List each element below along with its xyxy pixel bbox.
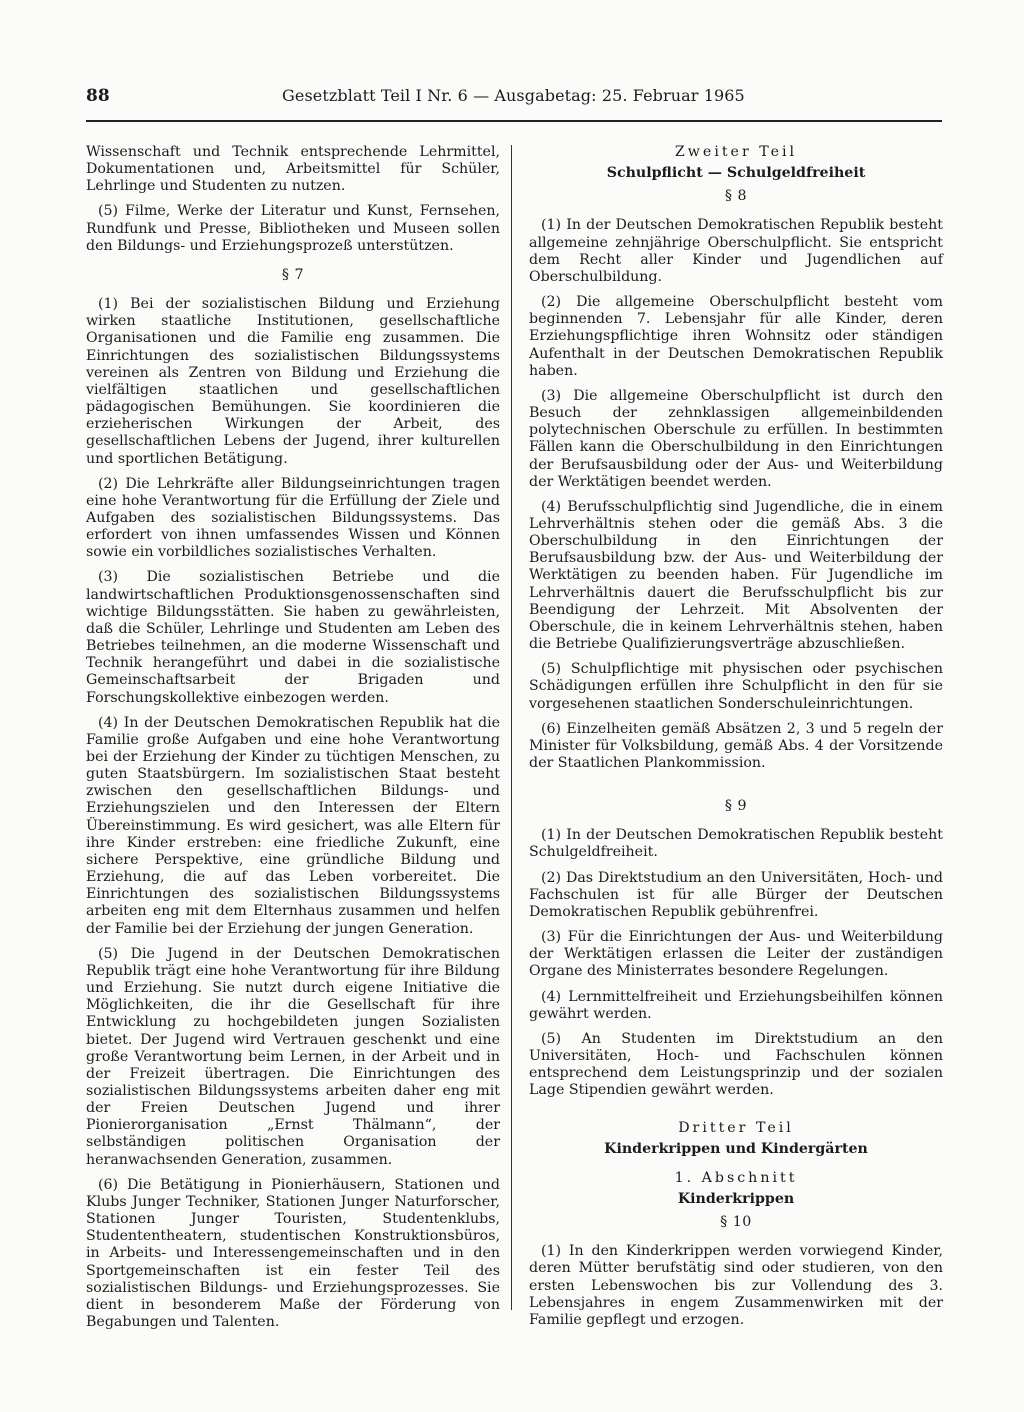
paragraph: (5) An Studenten im Direktstudium an den Universitäten, Hoch- und Fachschulen können entsprechend dem Leistungsprinzip und der sozialen Lage Stipendien gewährt werden.	[529, 1030, 943, 1099]
paragraph: (2) Das Direktstudium an den Universitäten, Hoch- und Fachschulen ist für alle Bürger der Deutschen Demokratischen Republik gebührenfrei.	[529, 869, 943, 920]
paragraph: (2) Die Lehrkräfte aller Bildungseinrichtungen tragen eine hohe Verantwortung für die Erfüllung der Ziele und Aufgaben des sozialistischen Bildungssystems. Das erfordert von ihnen umfassendes Wissen und Können sowie ein vorbildliches sozialistisches Verhalten.	[86, 475, 500, 561]
paragraph: (4) In der Deutschen Demokratischen Republik hat die Familie große Aufgaben und eine hohe Verantwortung bei der Erziehung der Kinder zu tüchtigen Menschen, zu guten Staatsbürgern. Im sozialistischen Staat besteht zwischen den gesellschaftlichen Bildungs- und Erziehungszielen und den Interessen der Eltern Übereinstimmung. Es wird gesichert, was alle Eltern für ihre Kinder erstreben: eine friedliche Zukunft, eine sichere Perspektive, eine gründliche Bildung und Erziehung, die auf das Leben vorbereitet. Die Einrichtungen des sozialistischen Bildungssystems arbeiten eng mit dem Elternhaus zusammen und helfen der Familie bei der Erziehung der jungen Generation.	[86, 714, 500, 937]
paragraph: Wissenschaft und Technik entsprechende Lehrmittel, Dokumentationen und, Arbeitsmittel für Schüler, Lehrlinge und Studenten zu nutzen.	[86, 144, 500, 195]
paragraph: (3) Die allgemeine Oberschulpflicht ist durch den Besuch der zehnklassigen allgemeinbildenden polytechnischen Oberschule zu erfüllen. In bestimmten Fällen kann die Oberschulbildung in den Einrichtungen der Berufsausbildung oder der Aus- und Weiterbildung der Werktätigen beendet werden.	[529, 387, 943, 490]
running-title: Gesetzblatt Teil I Nr. 6 — Ausgabetag: 25. Februar 1965	[282, 86, 745, 105]
left-column	[86, 144, 500, 1339]
paragraph: (5) Filme, Werke der Literatur und Kunst, Fernsehen, Rundfunk und Presse, Bibliotheken und Museen sollen den Bildungs- und Erziehungsprozeß unterstützen.	[86, 203, 500, 254]
column-divider	[511, 145, 512, 1310]
subsection-title: Kinderkrippen	[677, 1190, 795, 1207]
right-column	[529, 144, 943, 1337]
part-title: Schulpflicht — Schulgeldfreiheit	[606, 165, 866, 182]
paragraph: (1) Bei der sozialistischen Bildung und Erziehung wirken staatliche Institutionen, gesellschaftliche Organisationen und die Familie eng zusammen. Die Einrichtungen des sozialistischen Bildungssystems vereinen als Zentren von Bildung und Erziehung die vielfältigen staatlichen und gesellschaftlichen pädagogischen Bemühungen. Sie koordinieren die erzieherischen Wirkungen der Arbeit, des gesellschaftlichen Lebens der Jugend, ihrer kulturellen und sportlichen Betätigung.	[86, 296, 500, 467]
part-label: Dritter Teil	[678, 1119, 794, 1136]
paragraph: (2) Die allgemeine Oberschulpflicht besteht vom beginnenden 7. Lebensjahr für alle Kinder, deren Erziehungspflichtige ihren Wohnsitz oder ständigen Aufenthalt in der Deutschen Demokratischen Republik haben.	[529, 294, 943, 379]
paragraph: (5) Die Jugend in der Deutschen Demokratischen Republik trägt eine hohe Verantwortung für ihre Bildung und Erziehung. Sie nutzt durch eigene Initiative die Möglichkeiten, die ihr die Gesellschaft für ihre Entwicklung zu hochgebildeten jungen Sozialisten bietet. Der Jugend wird Vertrauen geschenkt und eine große Verantwortung beim Lernen, in der Arbeit und in der Freizeit übertragen. Die Einrichtungen des sozialistischen Bildungssystems arbeiten daher eng mit der Freien Deutschen Jugend und ihrer Pionierorganisation „Ernst Thälmann“, der selbständigen politischen Organisation der heranwachsenden Generation, zusammen.	[86, 945, 500, 1168]
section-heading-10: § 10	[720, 1214, 752, 1231]
paragraph: (1) In der Deutschen Demokratischen Republik besteht allgemeine zehnjährige Oberschulpflicht. Sie entspricht dem Recht aller Kinder und Jugendlichen auf Oberschulbildung.	[529, 217, 943, 285]
page-header	[86, 86, 941, 106]
paragraph: (3) Die sozialistischen Betriebe und die landwirtschaftlichen Produktionsgenossenschaften sind wichtige Bildungsstätten. Sie haben zu gewährleisten, daß die Schüler, Lehrlinge und Studenten am Leben des Betriebes teilnehmen, an die moderne Wissenschaft und Technik herangeführt und dabei in die sozialistische Gemeinschaftsarbeit der Brigaden und Forschungskollektive einbezogen werden.	[86, 569, 500, 706]
paragraph: (6) Einzelheiten gemäß Absätzen 2, 3 und 5 regeln der Minister für Volksbildung, gemäß Abs. 4 der Vorsitzende der Staatlichen Plankommission.	[529, 720, 943, 771]
part-label: Zweiter Teil	[674, 144, 798, 160]
part-title: Kinderkrippen und Kindergärten	[604, 1140, 868, 1157]
paragraph: (1) In den Kinderkrippen werden vorwiegend Kinder, deren Mütter berufstätig sind oder studieren, von den ersten Lebenswochen bis zur Vollendung des 3. Lebensjahres in engem Zusammenwirken mit der Familie gepflegt und erzogen.	[529, 1243, 943, 1328]
subsection-label: 1. Abschnitt	[674, 1169, 798, 1186]
header-rule	[86, 120, 942, 122]
paragraph: (4) Lernmittelfreiheit und Erziehungsbeihilfen können gewährt werden.	[529, 988, 943, 1022]
page-number: 88	[86, 86, 110, 106]
section-heading-7: § 7	[281, 266, 305, 283]
paragraph: (6) Die Betätigung in Pionierhäusern, Stationen und Klubs Junger Techniker, Stationen Junger Naturforscher, Stationen Junger Touristen, Studentenklubs, Studententheatern, studentischen Konstruktionsbüros, in Arbeits- und Interessengemeinschaften und in den Sportgemeinschaften ist ein fester Teil des sozialistischen Bildungs- und Erziehungsprozesses. Sie dient in besonderem Maße der Förderung von Begabungen und Talenten.	[86, 1176, 500, 1330]
section-heading-8: § 8	[724, 188, 748, 205]
paragraph: (4) Berufsschulpflichtig sind Jugendliche, die in einem Lehrverhältnis stehen oder die gemäß Abs. 3 die Oberschulbildung in den Einrichtungen der Berufsausbildung bzw. der Aus- und Weiterbildung der Werktätigen zu beenden haben. Für Jugendliche im Lehrverhältnis dauert die Berufsschulpflicht bis zur Beendigung der Lehrzeit. Mit Absolventen der Oberschule, die in keinem Lehrverhältnis stehen, haben die Betriebe Qualifizierungsverträge abzuschließen.	[529, 498, 943, 653]
paragraph: (1) In der Deutschen Demokratischen Republik besteht Schulgeldfreiheit.	[529, 827, 943, 861]
paragraph: (5) Schulpflichtige mit physischen oder psychischen Schädigungen erfüllen ihre Schulpflicht in den für sie vorgesehenen staatlichen Sonderschuleinrichtungen.	[529, 661, 943, 712]
section-heading-9: § 9	[724, 798, 748, 815]
paragraph: (3) Für die Einrichtungen der Aus- und Weiterbildung der Werktätigen erlassen die Leiter der zuständigen Organe des Ministerrates besondere Regelungen.	[529, 929, 943, 980]
